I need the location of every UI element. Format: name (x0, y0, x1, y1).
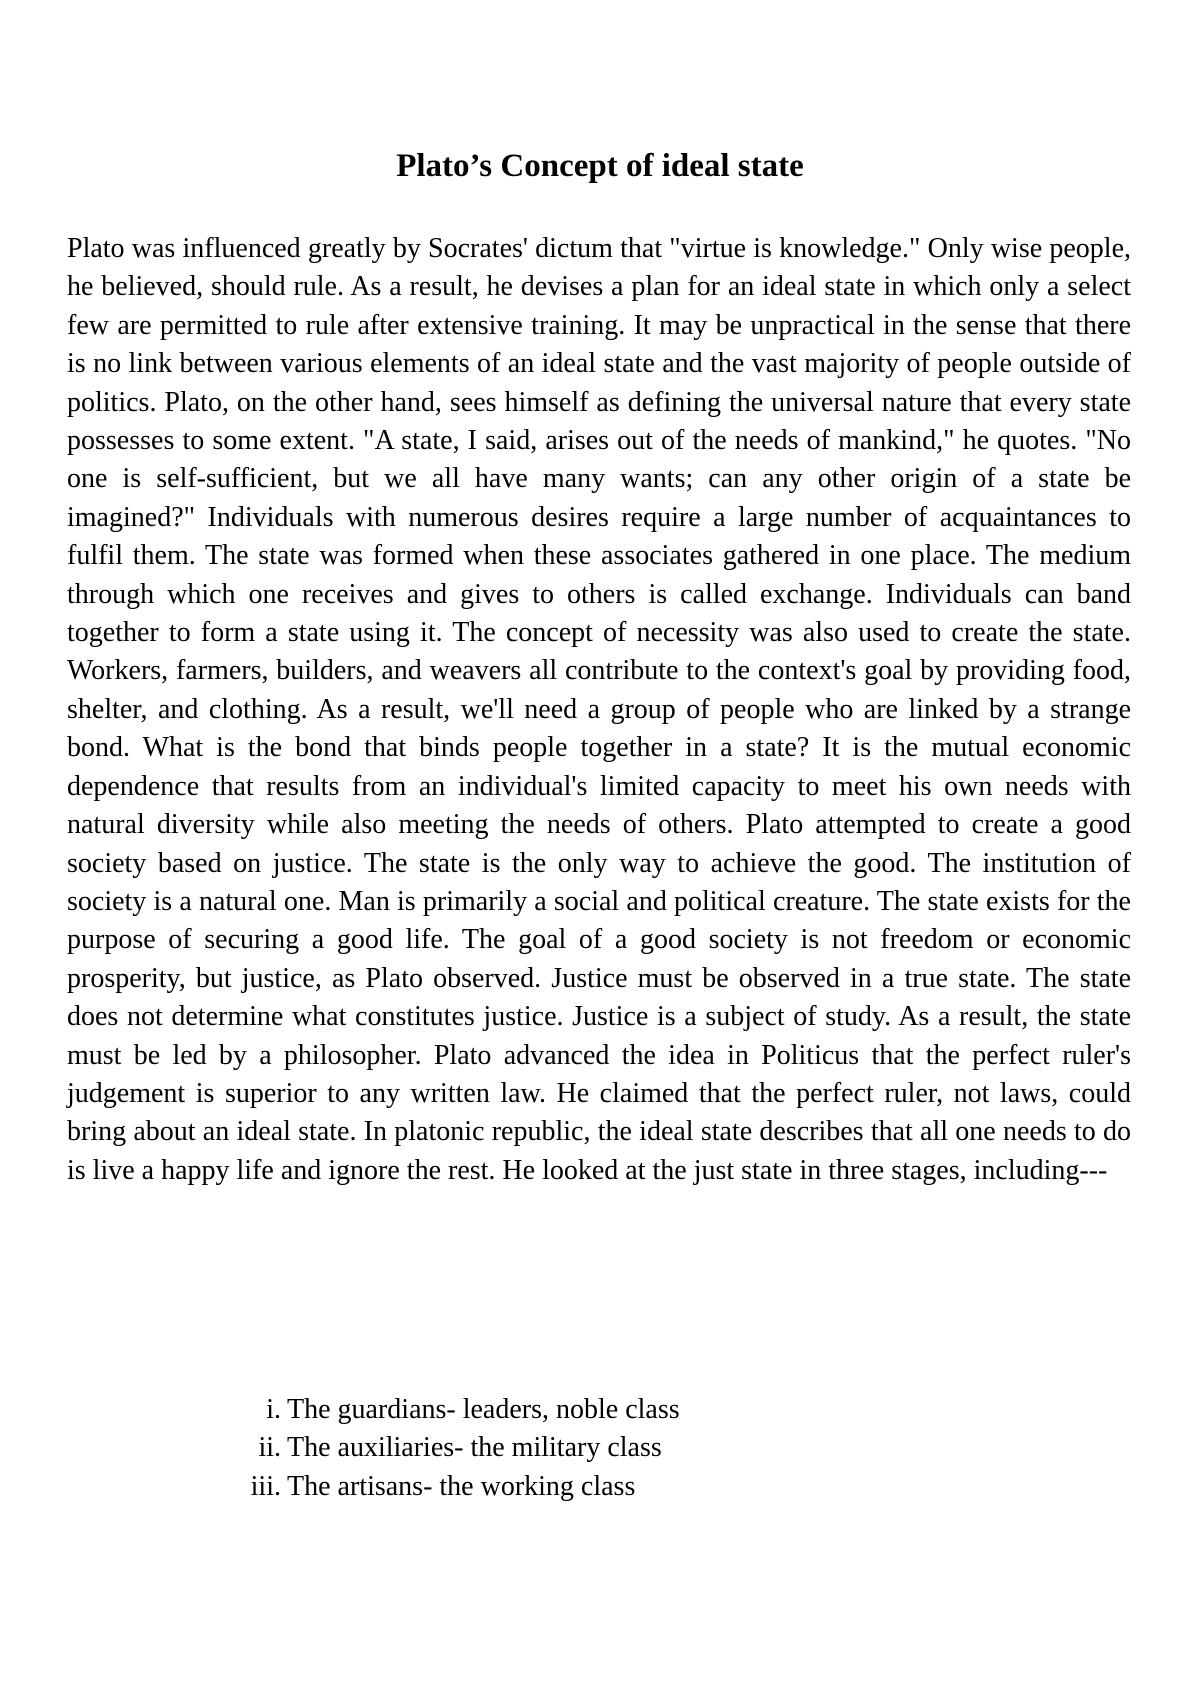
list-item-label: The artisans- the working class (287, 1470, 636, 1502)
classes-list (0, 1391, 1200, 1506)
list-marker: iii. (250, 1470, 281, 1502)
list-item (0, 1391, 1200, 1429)
list-marker: i. (266, 1394, 281, 1425)
list-item (0, 1468, 1200, 1506)
list-marker: ii. (258, 1432, 281, 1464)
list-item-label: The auxiliaries- the military class (287, 1432, 662, 1464)
list-item-label: The guardians- leaders, noble class (287, 1394, 680, 1425)
list-item (0, 1429, 1200, 1467)
body-paragraph: Plato was influenced greatly by Socrates' dictum that "virtue is knowledge." Only wise people, he believed, should rule. As a result, he devises a plan for an ideal state in which only a select few are permitted to rule after extensive training. It may be unpractical in the sense that there is no link between various elements of an ideal state and the vast majority of people outside of politics. Plato, on the other hand, sees himself as defining the universal nature that every state possesses to some extent. "A state, I said, arises out of the needs of mankind," he quotes. "No one is self-sufficient, but we all have many wants; can any other origin of a state be imagined?" Individuals with numerous desires require a large number of acquaintances to fulfil them. The state was formed when these associates gathered in one place. The medium through which one receives and gives to others is called exchange. Individuals can band together to form a state using it. The concept of necessity was also used to create the state. Workers, farmers, builders, and weavers all contribute to the context's goal by providing food, shelter, and clothing. As a result, we'll need a group of people who are linked by a strange bond. What is the bond that binds people together in a state? It is the mutual economic dependence that results from an individual's limited capacity to meet his own needs with natural diversity while also meeting the needs of others. Plato attempted to create a good society based on justice. The state is the only way to achieve the good. The institution of society is a natural one. Man is primarily a social and political creature. The state exists for the purpose of securing a good life. The goal of a good society is not freedom or economic prosperity, but justice, as Plato observed. Justice must be observed in a true state. The state does not determine what constitutes justice. Justice is a subject of study. As a result, the state must be led by a philosopher. Plato advanced the idea in Politicus that the perfect ruler's judgement is superior to any written law. He claimed that the perfect ruler, not laws, could bring about an ideal state. In platonic republic, the ideal state describes that all one needs to do is live a happy life and ignore the rest. He looked at the just state in three stages, including--- (67, 233, 1131, 1186)
document-title: Plato’s Concept of ideal state (396, 148, 804, 184)
